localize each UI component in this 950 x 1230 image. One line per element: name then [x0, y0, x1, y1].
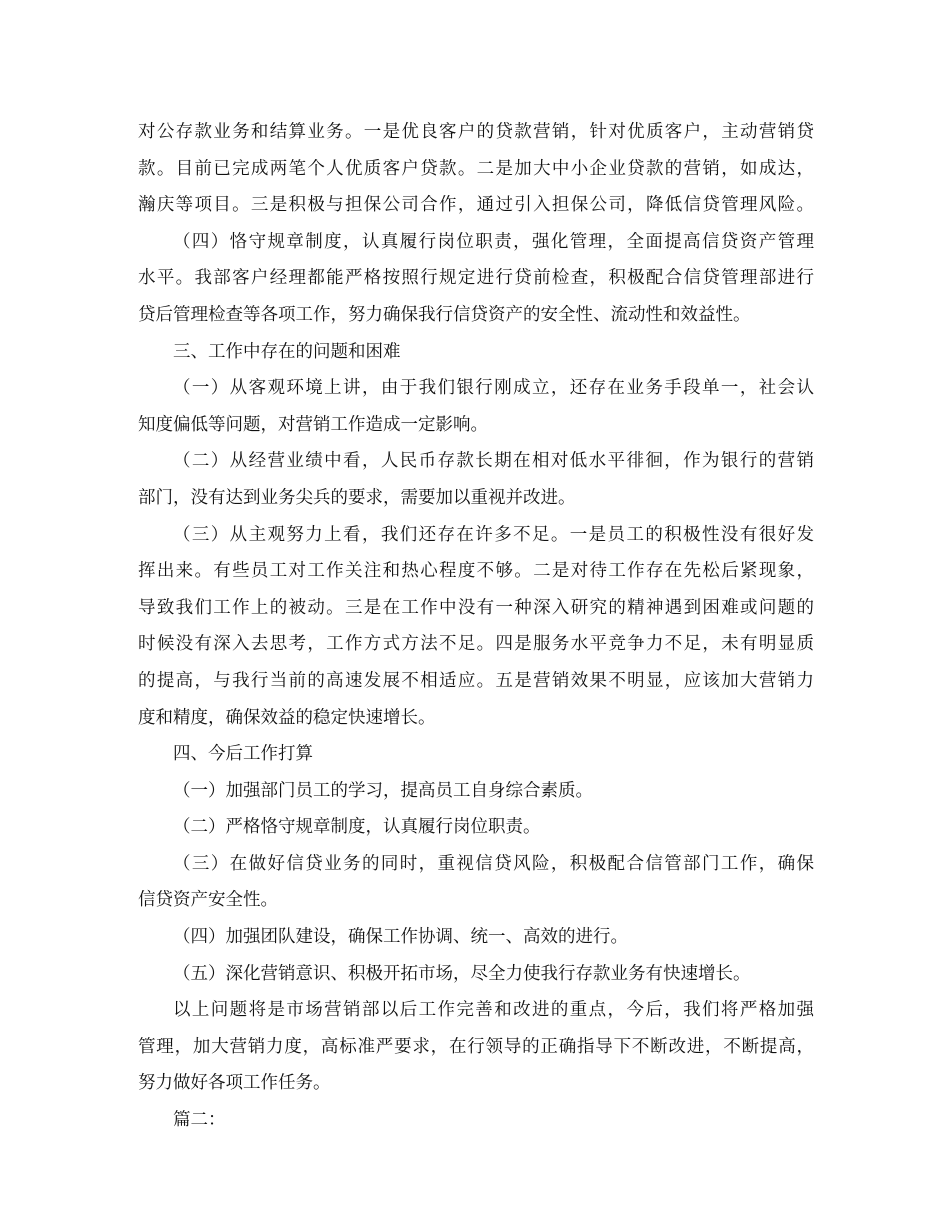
- text-line: 款。目前已完成两笔个人优质客户贷款。二是加大中小企业贷款的营销，如成达，: [138, 158, 814, 179]
- text-line: 度和精度，确保效益的稳定快速增长。: [138, 707, 436, 728]
- text-line: 以上问题将是市场营销部以后工作完善和改进的重点，今后，我们将严格加强: [173, 1000, 814, 1021]
- text-line: 部门，没有达到业务尖兵的要求，需要加以重视并改进。: [138, 487, 576, 508]
- text-line: （四）恪守规章制度，认真履行岗位职责，强化管理，全面提高信贷资产管理: [173, 231, 814, 252]
- text-line: （二）严格恪守规章制度，认真履行岗位职责。: [173, 817, 541, 838]
- text-line: （一）加强部门员工的学习，提高员工自身综合素质。: [173, 780, 593, 801]
- text-line: （一）从客观环境上讲，由于我们银行刚成立，还存在业务手段单一，社会认: [173, 378, 814, 399]
- text-line: 管理，加大营销力度，高标准严要求，在行领导的正确指导下不断改进，不断提高，: [138, 1036, 814, 1057]
- text-line: （二）从经营业绩中看，人民币存款长期在相对低水平徘徊，作为银行的营销: [173, 451, 814, 472]
- text-line: 水平。我部客户经理都能严格按照行规定进行贷前检查，积极配合信贷管理部进行: [138, 268, 814, 289]
- text-line: 知度偏低等问题，对营销工作造成一定影响。: [138, 414, 488, 435]
- text-line: 贷后管理检查等各项工作，努力确保我行信贷资产的安全性、流动性和效益性。: [138, 304, 751, 325]
- document-body: [138, 114, 814, 1139]
- text-line: 挥出来。有些员工对工作关注和热心程度不够。二是对待工作存在先松后紧现象，: [138, 561, 814, 582]
- text-line: 的提高，与我行当前的高速发展不相适应。五是营销效果不明显，应该加大营销力: [138, 670, 814, 691]
- text-line: （三）从主观努力上看，我们还存在许多不足。一是员工的积极性没有很好发: [173, 524, 814, 545]
- text-line: 时候没有深入去思考，工作方式方法不足。四是服务水平竞争力不足，未有明显质: [138, 634, 814, 655]
- text-line: （五）深化营销意识、积极开拓市场，尽全力使我行存款业务有快速增长。: [173, 963, 751, 984]
- text-line: 导致我们工作上的被动。三是在工作中没有一种深入研究的精神遇到困难或问题的: [138, 597, 814, 618]
- text-line: 四、今后工作打算: [173, 744, 313, 765]
- text-line: 对公存款业务和结算业务。一是优良客户的贷款营销，针对优质客户，主动营销贷: [138, 122, 814, 142]
- text-line: 三、工作中存在的问题和困难: [173, 341, 401, 362]
- text-line: 信贷资产安全性。: [138, 890, 278, 911]
- text-line: （四）加强团队建设，确保工作协调、统一、高效的进行。: [173, 927, 628, 948]
- text-line: （三）在做好信贷业务的同时，重视信贷风险，积极配合信管部门工作，确保: [173, 853, 814, 874]
- text-line: 努力做好各项工作任务。: [138, 1073, 331, 1094]
- text-line: 篇二：: [173, 1110, 226, 1131]
- text-line: 瀚庆等项目。三是积极与担保公司合作，通过引入担保公司，降低信贷管理风险。: [138, 195, 814, 216]
